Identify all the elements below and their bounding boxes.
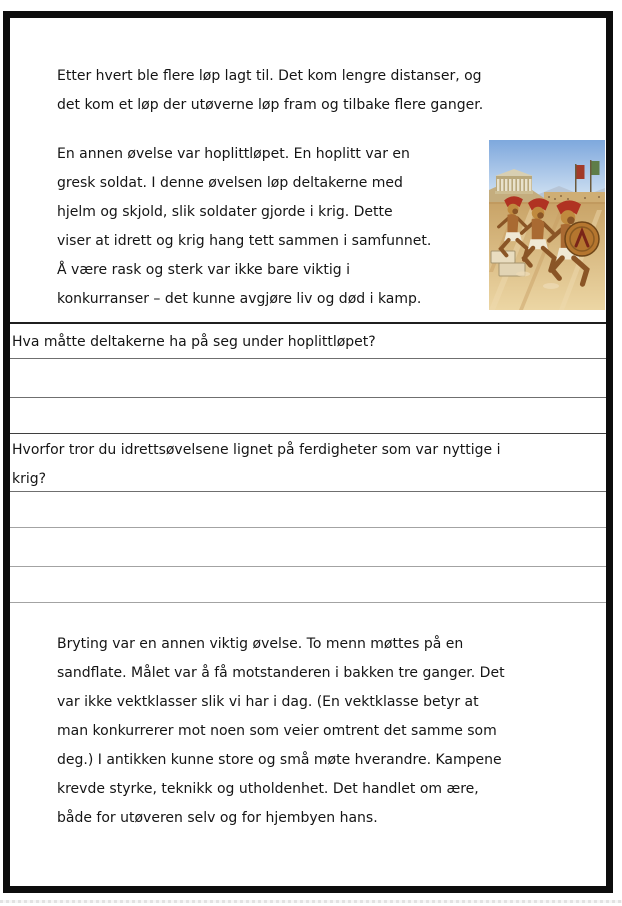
text-line: deg.) I antikken kunne store og små møte hverandre. Kampene — [57, 752, 502, 768]
document-page — [3, 11, 613, 893]
answer-row[interactable] — [10, 492, 606, 528]
text-line: Etter hvert ble flere løp lagt til. Det kom lengre distanser, og — [57, 68, 482, 84]
text-line: Bryting var en annen viktig øvelse. To menn møttes på en — [57, 636, 464, 652]
question-2-text: Hvorfor tror du idrettsøvelsene lignet på ferdigheter som var nyttige i — [12, 442, 501, 458]
worksheet-question-table — [10, 322, 606, 603]
hoplite-race-illustration — [489, 140, 605, 310]
answer-row[interactable] — [10, 567, 606, 603]
hoplite-paragraph — [57, 140, 487, 314]
round-shield — [565, 222, 599, 256]
text-line: En annen øvelse var hoplittløpet. En hoplitt var en — [57, 146, 410, 162]
text-line: det kom et løp der utøverne løp fram og tilbake flere ganger. — [57, 97, 484, 113]
dust-puff — [516, 272, 530, 277]
text-line: sandflate. Målet var å få motstanderen i bakken tre ganger. Det — [57, 665, 505, 681]
answer-row[interactable] — [10, 528, 606, 567]
next-page-edge — [0, 900, 622, 903]
text-line: både for utøveren selv og for hjembyen hans. — [57, 810, 378, 826]
question-2-row — [10, 434, 606, 492]
question-2-text: krig? — [12, 471, 47, 487]
wrestling-paragraph — [57, 630, 505, 833]
answer-row[interactable] — [10, 398, 606, 434]
text-line: Å være rask og sterk var ikke bare viktig i — [57, 262, 350, 278]
dust-puff — [543, 283, 559, 289]
text-line: var ikke vektklasser slik vi har i dag. (En vektklasse betyr at — [57, 694, 479, 710]
text-line: gresk soldat. I denne øvelsen løp deltakerne med — [57, 175, 403, 191]
text-line: konkurranser – det kunne avgjøre liv og død i kamp. — [57, 291, 422, 307]
question-1-text: Hva måtte deltakerne ha på seg under hoplittløpet? — [12, 334, 376, 350]
text-line: hjelm og skjold, slik soldater gjorde i krig. Dette — [57, 204, 393, 220]
text-line: viser at idrett og krig hang tett sammen i samfunnet. — [57, 233, 432, 249]
hoplite-race-art — [489, 140, 605, 310]
text-line: krevde styrke, teknikk og utholdenhet. Det handlet om ære, — [57, 781, 479, 797]
intro-paragraph — [57, 62, 483, 120]
question-1-row — [10, 324, 606, 359]
text-line: man konkurrerer mot noen som veier omtrent det samme som — [57, 723, 497, 739]
answer-row[interactable] — [10, 359, 606, 398]
